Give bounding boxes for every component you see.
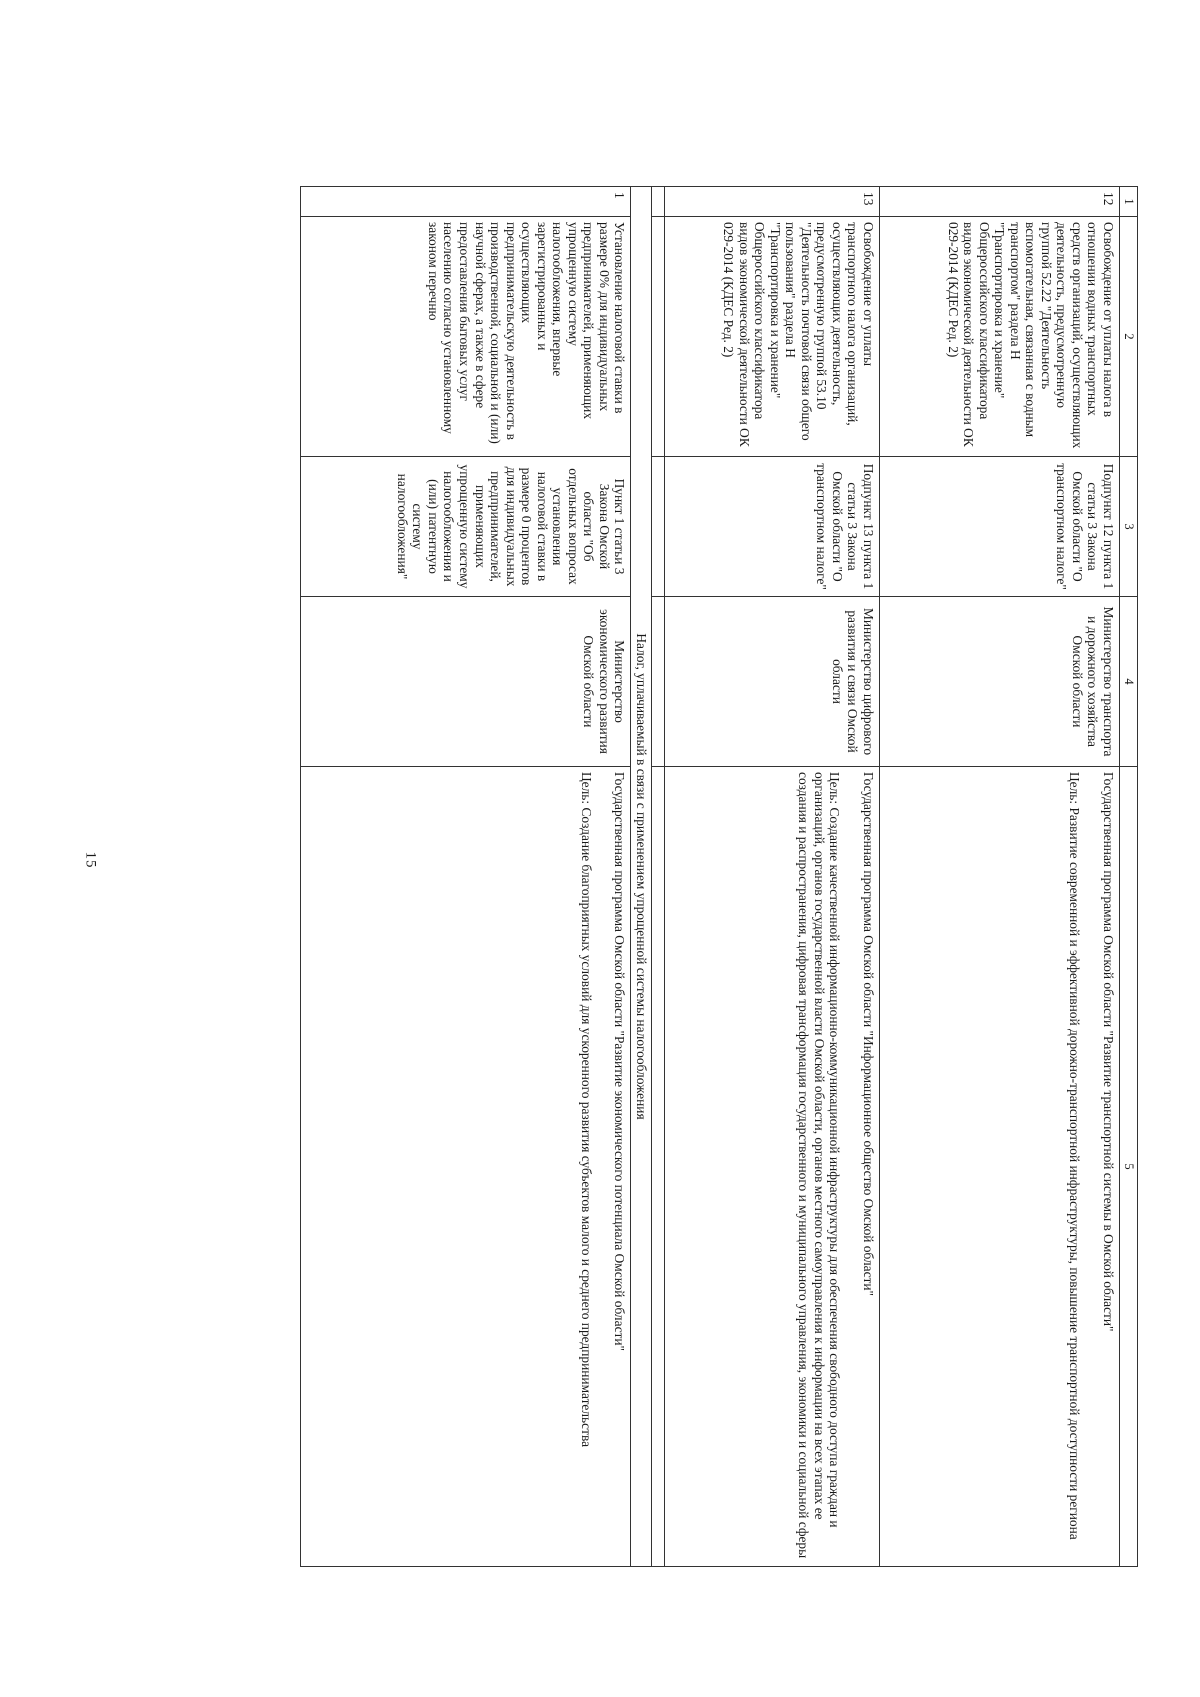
program-cell [880,767,1120,1567]
row-number: 1 [301,187,631,217]
row-number: 13 [665,187,880,217]
program-name: Государственная программа Омской области "Развитие экономического потенциала Омской области" [612,772,628,1351]
program-cell [301,767,631,1567]
section-title: Налог, уплачиваемый в связи с применением упрощенной системы налогообложения [631,187,652,1567]
benefit-description: Освобождение от уплаты налога в отношении водных транспортных средств организаций, осуществляющих деятельность, предусмотренную группой 52.22 "Деятельность вспомогательная, связанная с водным транспортом" раздела H "Транспортировка и хранение" Общероссийского классификатора видов экономической деятельности ОК 029-2014 (КДЕС Ред. 2) [880,217,1120,457]
table-row [880,187,1120,1567]
curator: Министерство экономического развития Омской области [301,597,631,767]
legal-basis: Подпункт 13 пункта 1 статьи 3 Закона Омской области "О транспортном налоге" [665,457,880,597]
legal-basis: Подпункт 12 пункта 1 статьи 3 Закона Омской области "О транспортном налоге" [880,457,1120,597]
header-col-1: 1 [1120,187,1138,217]
section-header-row [631,187,652,1567]
curator: Министерство транспорта и дорожного хозяйства Омской области [880,597,1120,767]
header-col-5: 5 [1120,767,1138,1567]
benefit-description: Установление налоговой ставки в размере 0% для индивидуальных предпринимателей, применяющих упрощенную систему налогообложения, впервые зарегистрированных и осуществляющих предпринимательскую деятельность в производственной, социальной и (или) научной сферах, а также в сфере предоставления бытовых услуг населению согласно установленному законом перечню [301,217,631,457]
program-name: Государственная программа Омской области "Развитие транспортной системы в Омской области" [1101,772,1116,1332]
table-header-row [1120,187,1138,1567]
table-row [665,187,880,1567]
header-col-4: 4 [1120,597,1138,767]
curator: Министерство цифрового развития и связи Омской области [665,597,880,767]
benefit-description: Освобождение от уплаты транспортного налога организаций, осуществляющих деятельность, предусмотренную группой 53.10 "Деятельность почтовой связи общего пользования" раздела H "Транспортировка и хранение" Общероссийского классификатора видов экономической деятельности ОК 029-2014 (КДЕС Ред. 2) [665,217,880,457]
program-cell [665,767,880,1567]
program-goal: Цель: Развитие современной и эффективной дорожно-транспортной инфраструктуры, повышение транспортной доступности региона [1067,772,1083,1540]
page-number: 15 [82,851,99,869]
header-col-3: 3 [1120,457,1138,597]
legal-basis: Пункт 1 статьи 3 Закона Омской области "Об отдельных вопросах установления налоговой ставки в размере 0 процентов для индивидуальных предпринимателей, применяющих упрощенную систему налогообложения и (или) патентную систему налогообложения" [301,457,631,597]
rotated-page-content [228,186,1138,1566]
table-row [301,187,631,1567]
tax-benefits-table [300,186,1138,1567]
row-number: 12 [880,187,1120,217]
program-goal: Цель: Создание качественной информационно-коммуникационной инфраструктуры для обеспечения свободного доступа граждан и организаций, органов государственной власти Омской области, органов местного самоуправления к информации на всех этапах ее создания и распространения, цифровая трансформация государственного и муниципального управления, экономики и социальной сферы [796,772,843,1559]
header-col-2: 2 [1120,217,1138,457]
spacer-row [652,187,665,1567]
program-goal: Цель: Создание благоприятных условий для ускоренного развития субъектов малого и среднего предпринимательства [578,772,594,1448]
program-name: Государственная программа Омской области "Информационное общество Омской области" [861,772,876,1297]
